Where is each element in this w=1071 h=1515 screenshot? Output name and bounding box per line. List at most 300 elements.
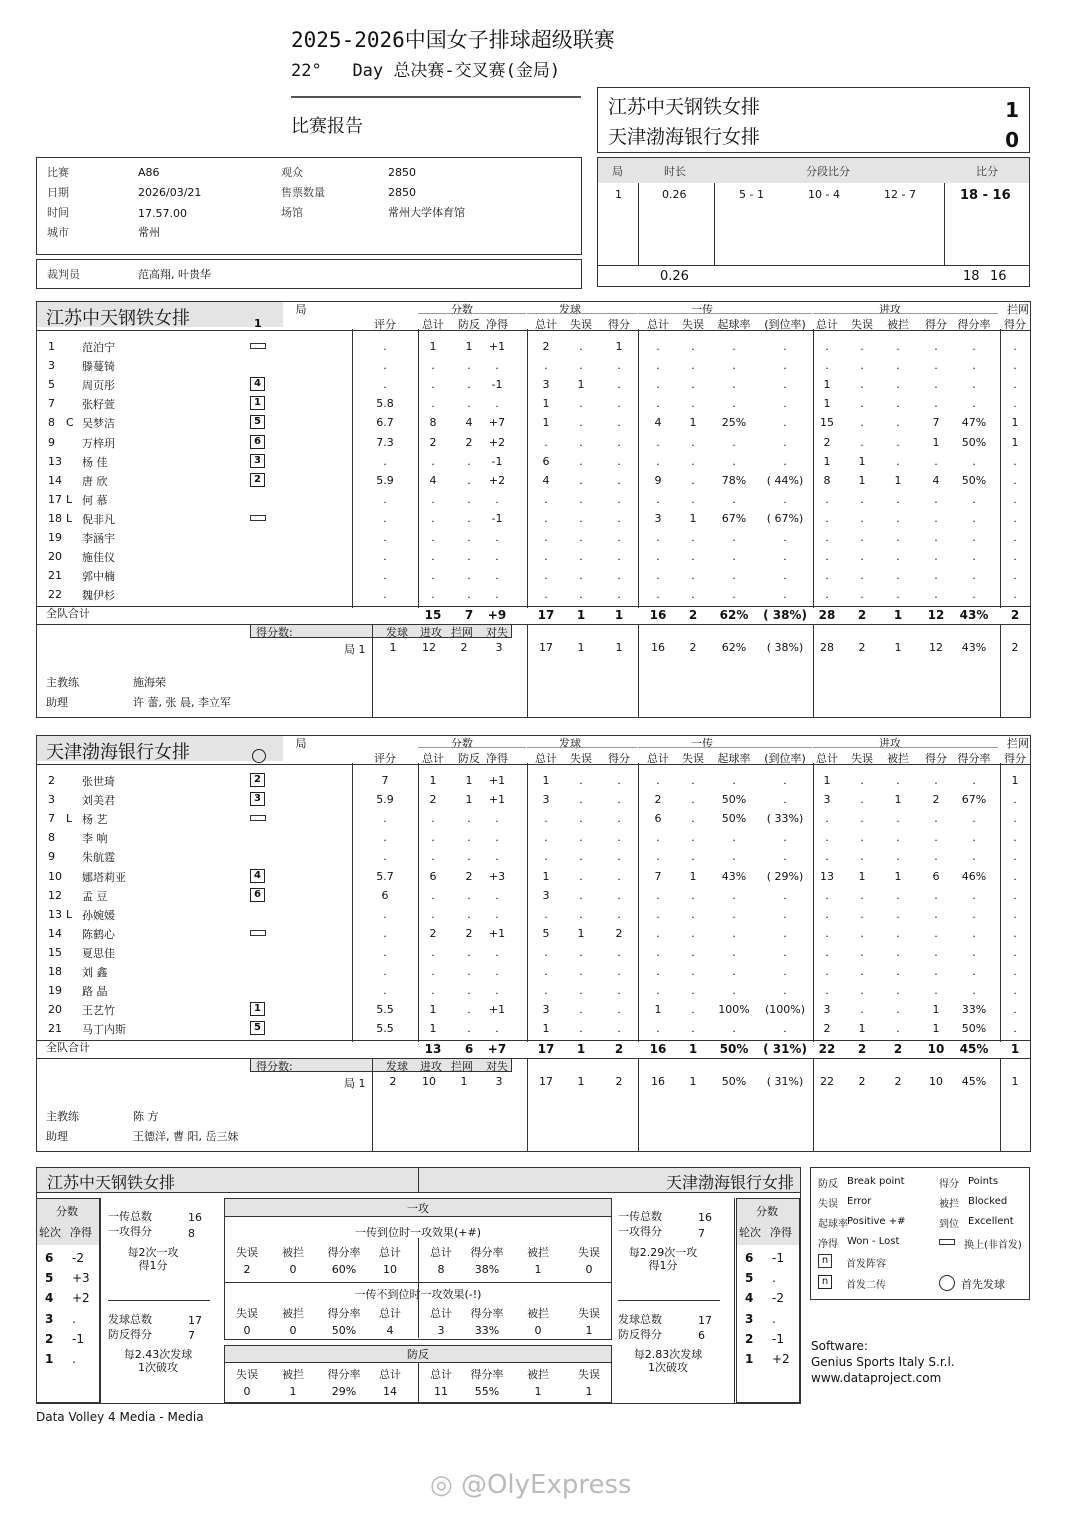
title-divider bbox=[291, 96, 581, 98]
match-info-box bbox=[36, 157, 582, 255]
player-row[interactable] bbox=[0, 471, 1071, 490]
stat-a-pct: 50% bbox=[961, 473, 987, 487]
stat-net: +1 bbox=[488, 793, 506, 807]
substitute-legend-icon bbox=[939, 1239, 955, 1245]
stat-s-err: . bbox=[579, 888, 583, 902]
weibo-icon: ◎ bbox=[430, 1470, 453, 1500]
stat-rating: 5.9 bbox=[376, 793, 394, 807]
stat-s-pts: . bbox=[617, 588, 621, 602]
home-lower-divider bbox=[638, 624, 639, 718]
home-group-rule bbox=[813, 313, 998, 314]
stat-net: . bbox=[495, 588, 499, 602]
stat-s-err: . bbox=[579, 984, 583, 998]
player-row[interactable] bbox=[0, 962, 1071, 981]
player-row[interactable] bbox=[0, 566, 1071, 585]
player-row[interactable] bbox=[0, 509, 1071, 528]
first-serve-icon bbox=[939, 1275, 955, 1291]
stat-r-pos: . bbox=[732, 984, 736, 998]
stat-a-pct: . bbox=[972, 831, 976, 845]
away-rec-per: 每2.29次一攻 bbox=[628, 1246, 698, 1259]
stat-s-err: . bbox=[579, 511, 583, 525]
stat-b-pts: 1 bbox=[1011, 416, 1019, 430]
stat-b-pts: . bbox=[1013, 588, 1017, 602]
away-subheader-a_err: 失误 bbox=[851, 752, 873, 765]
stat-s-err: . bbox=[579, 793, 583, 807]
total-r-tot: 16 bbox=[649, 1042, 667, 1057]
home-total-rule bbox=[36, 606, 1031, 607]
set-row-sc-block: 2 bbox=[460, 641, 468, 655]
player-row[interactable] bbox=[0, 356, 1071, 375]
stat-a-err: . bbox=[860, 888, 864, 902]
software-line-3[interactable]: www.dataproject.com bbox=[811, 1371, 942, 1385]
player-row[interactable] bbox=[0, 790, 1071, 809]
summary-col-header: 失误 bbox=[236, 1368, 258, 1381]
home-subheader-rating: 评分 bbox=[374, 318, 396, 331]
stat-r-err: . bbox=[691, 340, 695, 353]
stat-rating: 5.5 bbox=[376, 1003, 394, 1017]
player-row[interactable] bbox=[0, 433, 1071, 452]
rotation-net: -2 bbox=[772, 1291, 784, 1306]
total-r-pos: 62% bbox=[719, 608, 749, 623]
player-row[interactable] bbox=[0, 490, 1071, 509]
summary-col-header: 总计 bbox=[430, 1307, 452, 1320]
stat-net: . bbox=[495, 492, 499, 506]
stat-r-pos: 25% bbox=[721, 416, 747, 430]
stat-r-pos: . bbox=[732, 340, 736, 353]
home-rec-total-label: 一传总数 bbox=[108, 1210, 152, 1223]
player-row[interactable] bbox=[0, 452, 1071, 471]
stat-r-err: . bbox=[691, 907, 695, 921]
total-tot: 15 bbox=[424, 608, 442, 623]
stat-r-pos: . bbox=[732, 397, 736, 411]
stat-tot: . bbox=[431, 945, 435, 959]
set-duration: 0.26 bbox=[662, 188, 687, 201]
stat-r-tot: . bbox=[656, 454, 660, 468]
stat-bp: . bbox=[467, 907, 471, 921]
stat-a-err: . bbox=[860, 945, 864, 959]
summary-stat-value: 0 bbox=[289, 1263, 297, 1276]
stat-tot: 2 bbox=[429, 793, 437, 807]
away-subheader-r_tot: 总计 bbox=[647, 752, 669, 765]
set-row-a-pct: 43% bbox=[961, 641, 987, 655]
home-subheader-a_err: 失误 bbox=[851, 318, 873, 331]
home-subheader-tot: 总计 bbox=[422, 318, 444, 331]
stat-net: . bbox=[495, 812, 499, 826]
set-row-s-pts: 2 bbox=[615, 1075, 623, 1089]
stat-s-pts: . bbox=[617, 793, 621, 807]
stat-a-tot: . bbox=[825, 965, 829, 978]
stat-r-pos: 50% bbox=[721, 793, 747, 807]
total-r-err: 2 bbox=[688, 608, 698, 623]
home-rotation-col2: 净得 bbox=[70, 1226, 92, 1239]
player-row[interactable] bbox=[0, 1019, 1071, 1038]
stat-b-pts: . bbox=[1013, 531, 1017, 544]
stat-rating: . bbox=[383, 492, 387, 506]
stat-a-blk: 1 bbox=[894, 793, 902, 807]
home-subheader-s_pts: 得分 bbox=[608, 318, 630, 331]
set-row-r-exc: ( 31%) bbox=[766, 1075, 804, 1089]
total-a-pts: 10 bbox=[927, 1042, 945, 1057]
stat-s-pts: . bbox=[617, 378, 621, 392]
legend-desc: Positive +# bbox=[847, 1216, 906, 1227]
first-attack-title: 一攻 bbox=[407, 1202, 429, 1215]
home-lower-divider bbox=[1000, 624, 1001, 718]
total-s-tot: 17 bbox=[537, 1042, 555, 1057]
player-row[interactable] bbox=[0, 585, 1071, 604]
competition-title: 2025-2026中国女子排球超级联赛 bbox=[291, 28, 615, 52]
player-row[interactable] bbox=[0, 1000, 1071, 1019]
home-lower-divider bbox=[813, 624, 814, 718]
partial-2: 10 - 4 bbox=[808, 188, 840, 201]
home-subheader-bp: 防反 bbox=[458, 318, 480, 331]
total-r-exc: ( 31%) bbox=[763, 1042, 807, 1057]
player-name: 吴梦洁 bbox=[82, 417, 115, 431]
venue-value: 常州大学体育馆 bbox=[388, 206, 465, 219]
stat-tot: 1 bbox=[429, 1003, 437, 1017]
away-scoreof-sc-opp: 对失 bbox=[486, 1060, 508, 1074]
rotation-number: 2 bbox=[745, 1331, 754, 1346]
set-row-a-err: 2 bbox=[858, 1075, 866, 1089]
stat-a-pts: 2 bbox=[932, 793, 940, 807]
stat-s-err: . bbox=[579, 397, 583, 411]
summary-stat-value: 38% bbox=[474, 1263, 500, 1276]
stat-s-pts: . bbox=[617, 774, 621, 787]
summary-stat-value: 8 bbox=[437, 1263, 445, 1276]
stat-a-pts: . bbox=[934, 511, 938, 525]
stat-net: . bbox=[495, 945, 499, 959]
stat-r-exc: . bbox=[783, 984, 787, 998]
stat-tot: . bbox=[431, 907, 435, 921]
stat-s-pts: . bbox=[617, 435, 621, 449]
set-number: 1 bbox=[615, 188, 622, 201]
stat-rating: . bbox=[383, 359, 387, 373]
total-b-pts: 1 bbox=[1010, 1042, 1020, 1057]
referee-value: 范高翔, 叶贵华 bbox=[138, 268, 211, 281]
summary-col-header: 被拦 bbox=[282, 1368, 304, 1381]
stat-a-tot: . bbox=[825, 550, 829, 564]
stat-a-pct: . bbox=[972, 812, 976, 826]
stat-r-err: 1 bbox=[689, 511, 697, 525]
player-name: 娜塔莉亚 bbox=[82, 870, 126, 884]
summary-stat-value: 3 bbox=[437, 1324, 445, 1337]
stat-bp: . bbox=[467, 511, 471, 525]
date-value: 2026/03/21 bbox=[138, 186, 202, 199]
summary-col-header: 被拦 bbox=[282, 1307, 304, 1320]
total-a-pct: 45% bbox=[959, 1042, 989, 1057]
player-row[interactable] bbox=[0, 771, 1071, 790]
summary-stat-value: 2 bbox=[243, 1263, 251, 1276]
away-rec-total-label: 一传总数 bbox=[618, 1210, 662, 1223]
player-role: L bbox=[66, 812, 73, 826]
legend-abbr: 起球率 bbox=[818, 1219, 848, 1230]
stat-b-pts: . bbox=[1013, 550, 1017, 564]
stat-a-tot: 8 bbox=[823, 473, 831, 487]
time-label: 时间 bbox=[47, 206, 69, 219]
stat-r-pos: . bbox=[732, 378, 736, 392]
stat-a-pts: . bbox=[934, 907, 938, 921]
set-row-a-pts: 10 bbox=[929, 1075, 943, 1089]
stat-r-err: 1 bbox=[689, 869, 697, 883]
stat-net: -1 bbox=[491, 454, 503, 468]
stat-a-blk: . bbox=[896, 965, 900, 978]
stat-a-err: . bbox=[860, 569, 864, 583]
home-fa-pts-label: 一攻得分 bbox=[108, 1225, 152, 1238]
player-row[interactable] bbox=[0, 547, 1071, 566]
stat-a-tot: 3 bbox=[823, 793, 831, 807]
summary-stat-value: 50% bbox=[331, 1324, 357, 1337]
home-subheader-a_tot: 总计 bbox=[816, 318, 838, 331]
stat-s-tot: . bbox=[544, 531, 548, 544]
stat-bp: 1 bbox=[465, 774, 473, 787]
stat-rating: 5.9 bbox=[376, 473, 394, 487]
stat-a-pts: . bbox=[934, 850, 938, 864]
stat-a-pts: . bbox=[934, 588, 938, 602]
rotation-number: 3 bbox=[45, 1311, 54, 1326]
stat-a-pct: . bbox=[972, 945, 976, 959]
stat-s-tot: 3 bbox=[542, 378, 550, 392]
stat-r-tot: . bbox=[656, 888, 660, 902]
away-total-rule bbox=[36, 1040, 1031, 1041]
stat-r-exc: . bbox=[783, 907, 787, 921]
home-lower-divider bbox=[527, 624, 528, 718]
player-number: 7 bbox=[48, 397, 55, 411]
player-row[interactable] bbox=[0, 924, 1071, 943]
set-row-r-exc: ( 38%) bbox=[766, 641, 804, 655]
stat-s-err: . bbox=[579, 1003, 583, 1017]
stat-r-pos: 43% bbox=[721, 869, 747, 883]
stat-s-tot: 1 bbox=[542, 397, 550, 411]
stat-s-tot: 5 bbox=[542, 926, 550, 940]
stat-tot: . bbox=[431, 588, 435, 602]
player-row[interactable] bbox=[0, 394, 1071, 413]
stat-a-pct: . bbox=[972, 907, 976, 921]
player-row[interactable] bbox=[0, 375, 1071, 394]
player-name: 王艺竹 bbox=[82, 1004, 115, 1018]
stat-bp: 1 bbox=[465, 793, 473, 807]
stat-bp: . bbox=[467, 850, 471, 864]
stat-a-tot: 3 bbox=[823, 1003, 831, 1017]
stat-a-pct: . bbox=[972, 850, 976, 864]
stat-r-tot: . bbox=[656, 550, 660, 564]
set-row-s-err: 1 bbox=[577, 641, 585, 655]
stat-b-pts: . bbox=[1013, 869, 1017, 883]
stat-a-pct: . bbox=[972, 926, 976, 940]
stat-tot: . bbox=[431, 492, 435, 506]
stat-b-pts: . bbox=[1013, 965, 1017, 978]
player-row[interactable] bbox=[0, 828, 1071, 847]
stat-r-err: . bbox=[691, 850, 695, 864]
home-subheader-r_exc: (到位率) bbox=[764, 318, 806, 331]
away-team-title: 天津渤海银行女排 bbox=[46, 742, 190, 763]
player-row[interactable] bbox=[0, 867, 1071, 886]
player-name: 刘 鑫 bbox=[82, 966, 108, 979]
player-row[interactable] bbox=[0, 528, 1071, 547]
stat-s-err: . bbox=[579, 965, 583, 978]
away-serve-total: 17 bbox=[698, 1314, 712, 1327]
fa-mid-rule bbox=[224, 1282, 612, 1283]
stat-r-err: . bbox=[691, 569, 695, 583]
stat-a-tot: . bbox=[825, 492, 829, 506]
home-subheader-a_pts: 得分 bbox=[925, 318, 947, 331]
stat-r-tot: . bbox=[656, 531, 660, 544]
summary-col-header: 被拦 bbox=[282, 1246, 304, 1259]
set-row-sc-attack: 12 bbox=[422, 641, 436, 655]
summary-stat-value: 55% bbox=[474, 1385, 500, 1398]
tickets-value: 2850 bbox=[388, 186, 416, 199]
away-rotation-col2: 净得 bbox=[770, 1226, 792, 1239]
home-scoreof-label: 得分数: bbox=[256, 626, 293, 640]
home-subheader-a_pct: 得分率 bbox=[957, 318, 991, 331]
player-name: 陈鹤心 bbox=[82, 927, 115, 941]
stat-s-err: 1 bbox=[577, 926, 585, 940]
stat-a-pts: . bbox=[934, 492, 938, 506]
stat-r-exc: . bbox=[783, 569, 787, 583]
player-row[interactable] bbox=[0, 905, 1071, 924]
player-name: 刘美君 bbox=[82, 794, 115, 808]
total-s-err: 1 bbox=[576, 608, 586, 623]
stat-r-err: . bbox=[691, 588, 695, 602]
summary-team-bar bbox=[36, 1167, 801, 1193]
stat-a-pts: . bbox=[934, 984, 938, 998]
away-subheader-s_tot: 总计 bbox=[535, 752, 557, 765]
away-group-rule bbox=[813, 747, 998, 748]
stat-s-err: 1 bbox=[577, 378, 585, 392]
stat-r-err: . bbox=[691, 473, 695, 487]
stat-r-tot: . bbox=[656, 378, 660, 392]
player-name: 孟 豆 bbox=[82, 889, 108, 903]
stat-bp: . bbox=[467, 945, 471, 959]
stat-r-exc: . bbox=[783, 774, 787, 787]
stat-a-err: 1 bbox=[858, 473, 866, 487]
home-group-rule bbox=[638, 313, 812, 314]
set-row-b-pts: 1 bbox=[1011, 1075, 1019, 1089]
player-row[interactable] bbox=[0, 337, 1071, 356]
home-assistant-label: 助理 bbox=[46, 696, 68, 710]
player-number: 20 bbox=[48, 550, 62, 564]
away-group-rule bbox=[638, 747, 812, 748]
player-row[interactable] bbox=[0, 847, 1071, 866]
stat-r-tot: . bbox=[656, 945, 660, 959]
stat-a-err: . bbox=[860, 774, 864, 787]
stat-bp: . bbox=[467, 492, 471, 506]
away-lower-divider bbox=[1000, 1058, 1001, 1152]
stat-r-pos: 78% bbox=[721, 473, 747, 487]
stat-tot: 1 bbox=[429, 774, 437, 787]
stat-net: +1 bbox=[488, 1003, 506, 1017]
stat-r-err: . bbox=[691, 965, 695, 978]
starting-position-icon: 5 bbox=[250, 1021, 265, 1035]
stat-s-err: . bbox=[579, 869, 583, 883]
away-group-rule bbox=[418, 747, 526, 748]
player-number: 1 bbox=[48, 340, 55, 353]
stat-net: . bbox=[495, 1022, 499, 1036]
stat-r-exc: . bbox=[783, 965, 787, 978]
stat-r-tot: . bbox=[656, 492, 660, 506]
stat-r-pos: . bbox=[732, 454, 736, 468]
player-number: 20 bbox=[48, 1003, 62, 1017]
summary-col-header: 得分率 bbox=[327, 1246, 361, 1259]
away-group-attack: 进攻 bbox=[879, 737, 901, 750]
away-rec-per2: 得1分 bbox=[648, 1259, 678, 1272]
home-subheader-s_err: 失误 bbox=[570, 318, 592, 331]
stat-s-pts: . bbox=[617, 907, 621, 921]
away-group-serve: 发球 bbox=[559, 737, 581, 750]
stat-r-tot: . bbox=[656, 907, 660, 921]
summary-col-header: 总计 bbox=[379, 1368, 401, 1381]
player-row[interactable] bbox=[0, 943, 1071, 962]
stat-rating: . bbox=[383, 378, 387, 392]
player-row[interactable] bbox=[0, 413, 1071, 432]
home-rotation-title: 分数 bbox=[56, 1205, 78, 1218]
stat-r-exc: . bbox=[783, 492, 787, 506]
home-subheader-s_tot: 总计 bbox=[535, 318, 557, 331]
away-subheader-net: 净得 bbox=[486, 752, 508, 765]
stat-a-err: 1 bbox=[858, 454, 866, 468]
summary-home-name: 江苏中天钢铁女排 bbox=[47, 1173, 176, 1192]
home-total-bottom-rule bbox=[36, 624, 1031, 625]
stat-r-exc: . bbox=[783, 416, 787, 430]
player-number: 14 bbox=[48, 473, 62, 487]
player-row[interactable] bbox=[0, 809, 1071, 828]
stat-r-exc: . bbox=[783, 1022, 787, 1036]
stat-a-tot: . bbox=[825, 850, 829, 864]
stat-rating: . bbox=[383, 454, 387, 468]
stat-rating: . bbox=[383, 965, 387, 978]
stat-r-err: . bbox=[691, 359, 695, 373]
stat-r-pos: . bbox=[732, 965, 736, 978]
stat-net: . bbox=[495, 831, 499, 845]
stat-bp: . bbox=[467, 531, 471, 544]
stat-net: . bbox=[495, 907, 499, 921]
software-line-2: Genius Sports Italy S.r.l. bbox=[811, 1355, 955, 1369]
stat-r-pos: . bbox=[732, 850, 736, 864]
stat-a-pts: . bbox=[934, 397, 938, 411]
stat-r-exc: . bbox=[783, 831, 787, 845]
set-row-a-tot: 28 bbox=[820, 641, 834, 655]
stat-r-tot: 9 bbox=[654, 473, 662, 487]
stat-s-err: . bbox=[579, 435, 583, 449]
stat-s-tot: . bbox=[544, 492, 548, 506]
stat-a-pts: 1 bbox=[932, 1003, 940, 1017]
stat-r-pos: 100% bbox=[718, 1003, 750, 1017]
stat-b-pts: . bbox=[1013, 359, 1017, 373]
stat-s-pts: . bbox=[617, 416, 621, 430]
away-subheader-bp: 防反 bbox=[458, 752, 480, 765]
player-name: 倪非凡 bbox=[82, 512, 115, 526]
stat-s-err: . bbox=[579, 473, 583, 487]
away-serve-per: 每2.83次发球 bbox=[633, 1348, 703, 1361]
first-serve-set-1: 1 bbox=[254, 317, 262, 330]
stat-a-pct: . bbox=[972, 774, 976, 787]
player-row[interactable] bbox=[0, 981, 1071, 1000]
stat-s-tot: . bbox=[544, 511, 548, 525]
referee-box bbox=[36, 259, 582, 289]
player-row[interactable] bbox=[0, 886, 1071, 905]
stat-r-tot: . bbox=[656, 340, 660, 353]
player-number: 12 bbox=[48, 888, 62, 902]
stat-r-tot: . bbox=[656, 926, 660, 940]
set-row-s-tot: 17 bbox=[539, 1075, 553, 1089]
player-number: 17 bbox=[48, 492, 62, 506]
total-net: +9 bbox=[487, 608, 507, 623]
legend-abbr: 被拦 bbox=[939, 1199, 959, 1210]
stat-a-tot: 1 bbox=[823, 454, 831, 468]
summary-col-header: 失误 bbox=[578, 1368, 600, 1381]
stat-tot: . bbox=[431, 965, 435, 978]
stat-a-tot: . bbox=[825, 588, 829, 602]
partial-1: 5 - 1 bbox=[739, 188, 764, 201]
stat-a-pct: . bbox=[972, 984, 976, 998]
